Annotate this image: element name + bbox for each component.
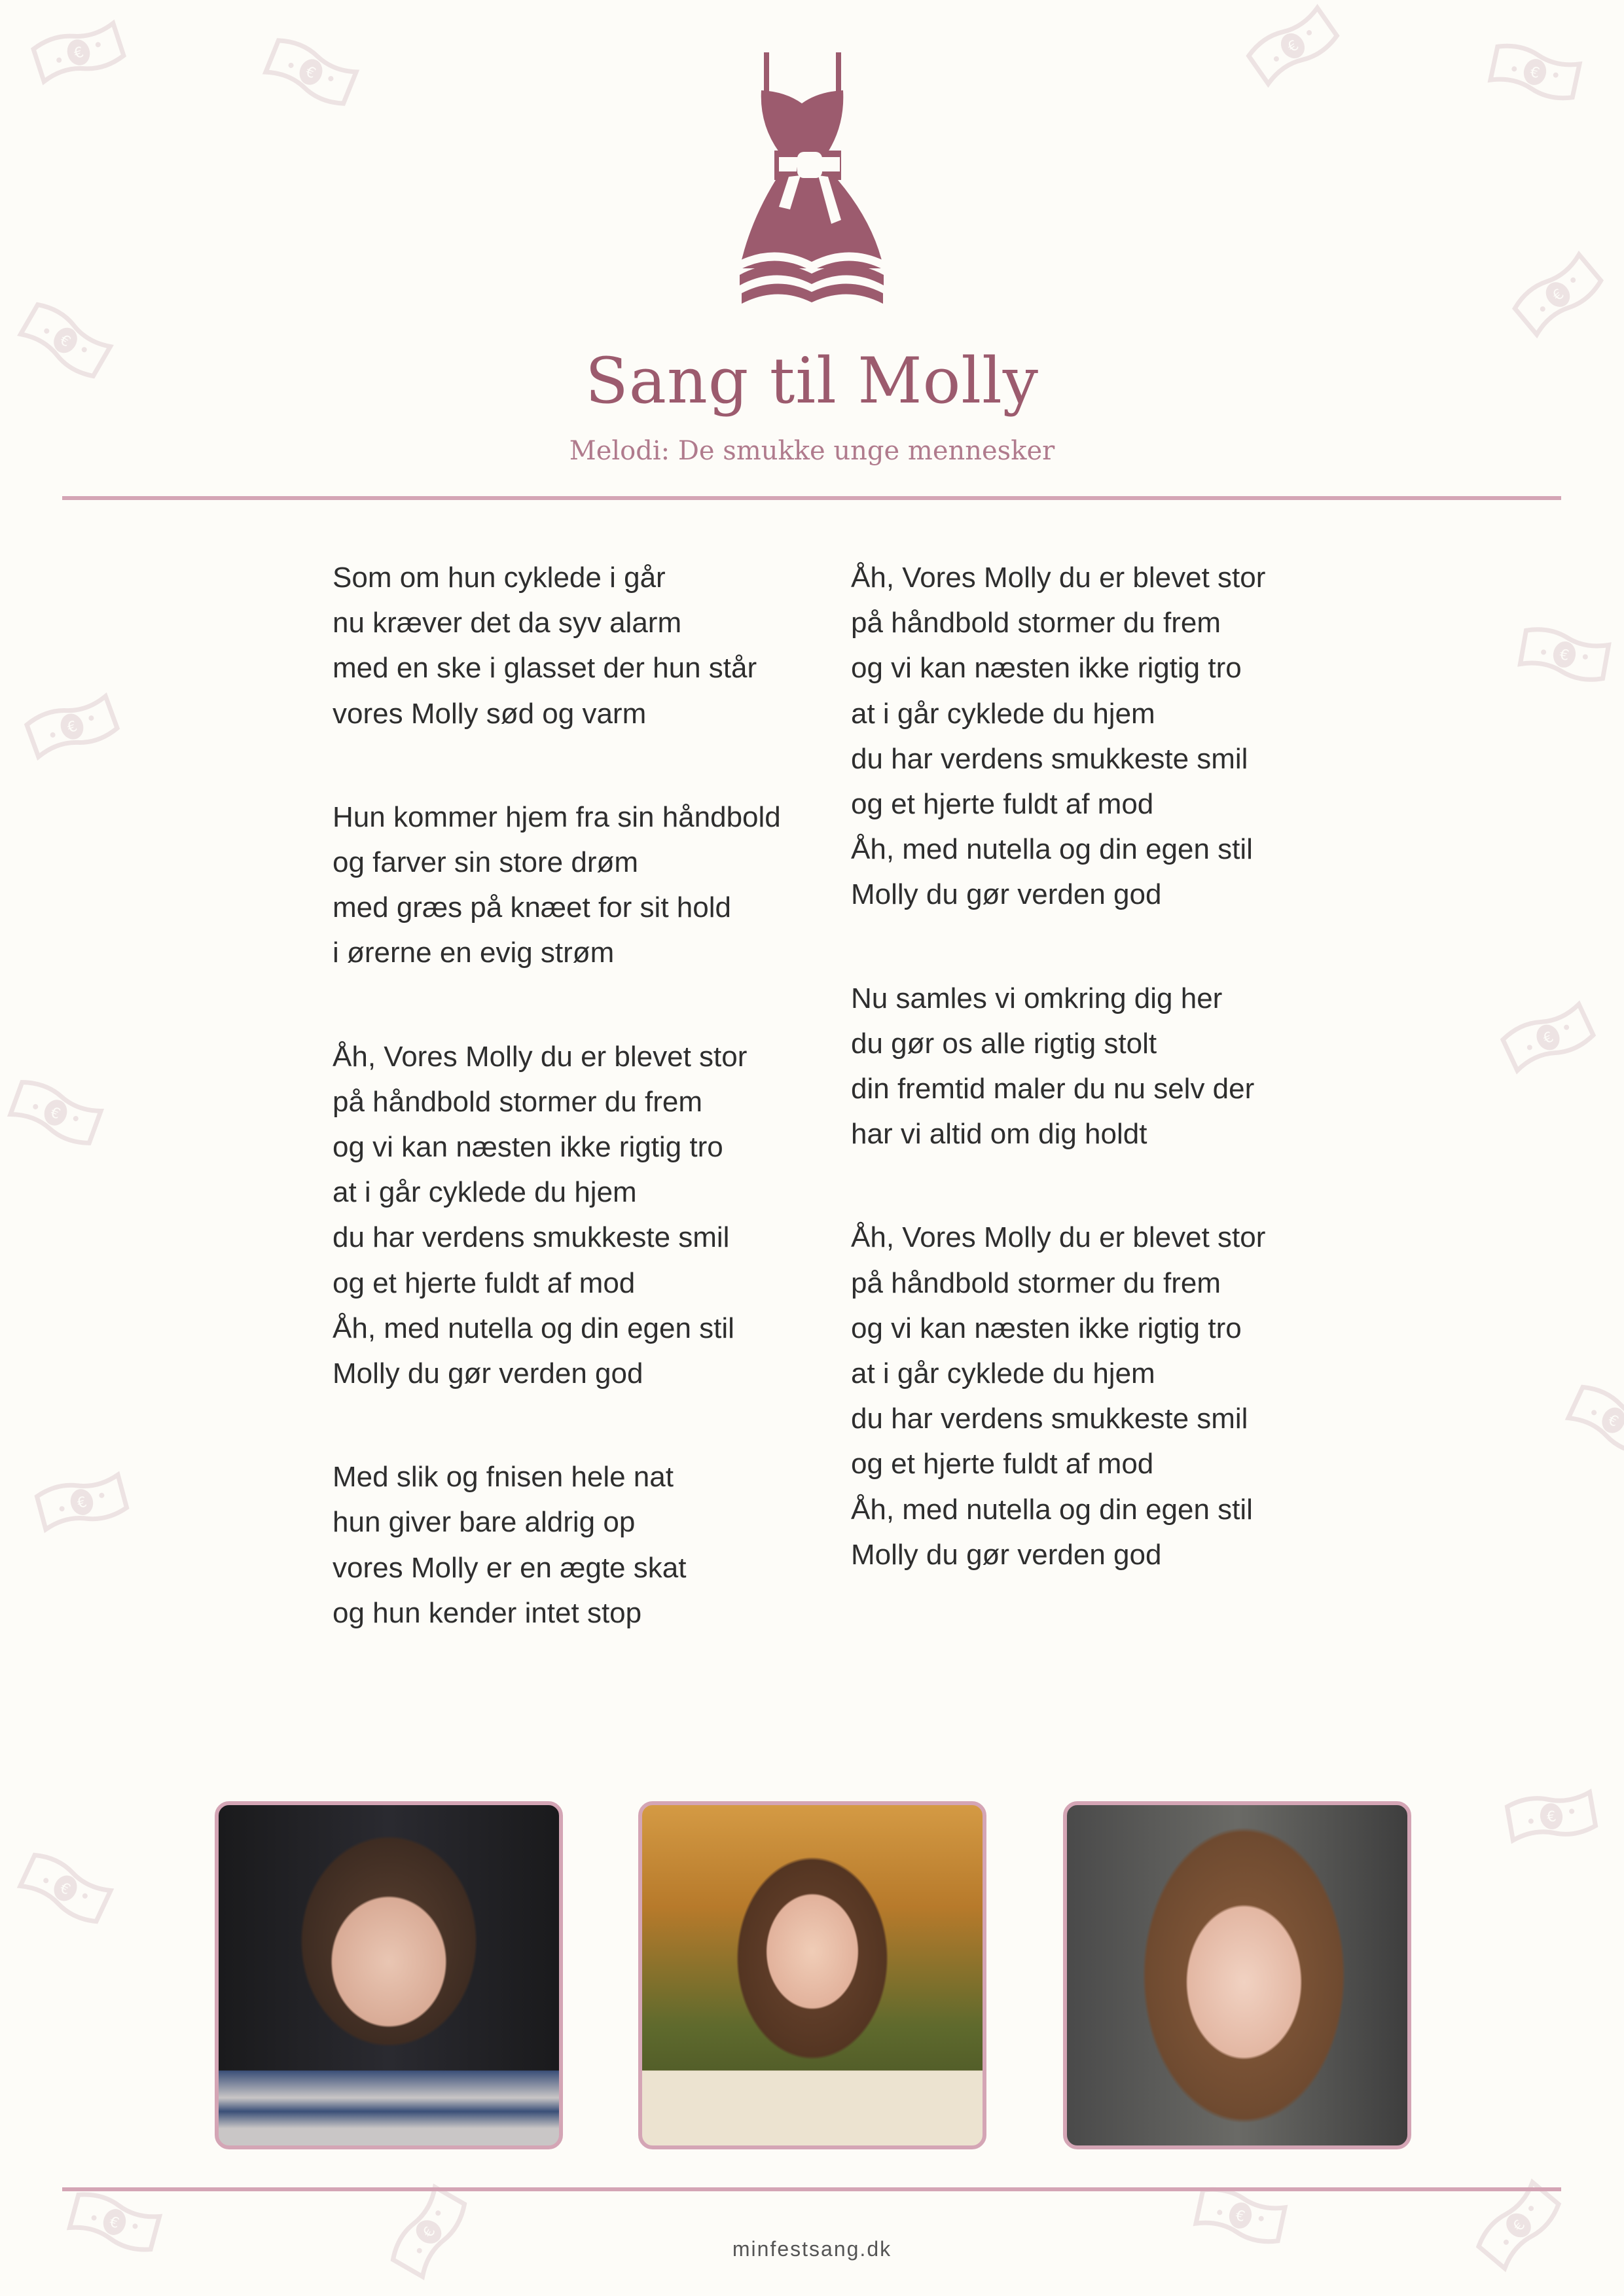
lyric-line: Åh, Vores Molly du er blevet stor <box>851 1221 1266 1254</box>
svg-text:€: € <box>107 2214 121 2233</box>
euro-banknote-icon <box>259 31 363 114</box>
euro-banknote-icon <box>27 13 130 91</box>
verse <box>851 976 1348 1157</box>
svg-text:€: € <box>1510 2217 1529 2235</box>
photo-girl-long-hair-closeup <box>1063 1801 1411 2149</box>
verse <box>333 1034 830 1397</box>
lyric-line: Molly du gør verden god <box>333 1357 643 1390</box>
lyric-line: og et hjerte fuldt af mod <box>851 788 1154 821</box>
svg-text:€: € <box>1541 1029 1557 1048</box>
svg-text:€: € <box>1284 37 1302 56</box>
svg-text:€: € <box>48 1104 63 1123</box>
svg-text:€: € <box>1605 1412 1621 1431</box>
svg-text:€: € <box>1549 286 1568 305</box>
lyric-line: Som om hun cyklede i går <box>333 562 666 594</box>
svg-text:€: € <box>57 1880 73 1899</box>
euro-banknote-icon <box>1496 994 1601 1081</box>
svg-text:€: € <box>1528 63 1542 82</box>
dress-icon <box>723 52 900 308</box>
lyric-line: har vi altid om dig holdt <box>851 1118 1147 1151</box>
euro-banknote-icon <box>20 686 124 766</box>
lyric-line: og vi kan næsten ikke rigtig tro <box>333 1131 723 1164</box>
photo-girl-smiling-autumn <box>638 1801 986 2149</box>
svg-text:€: € <box>420 2224 439 2241</box>
lyric-line: du har verdens smukkeste smil <box>851 742 1248 775</box>
euro-banknote-icon <box>1506 245 1610 344</box>
lyric-line: nu kræver det da syv alarm <box>333 607 682 639</box>
lyric-line: Hun kommer hjem fra sin håndbold <box>333 800 781 833</box>
euro-banknote-icon <box>383 2179 474 2284</box>
photo-girl-hair-bun-face-paint <box>215 1801 563 2149</box>
lyric-line: Molly du gør verden god <box>851 1538 1162 1571</box>
lyric-line: Med slik og fnisen hele nat <box>333 1461 674 1494</box>
lyric-line: at i går cyklede du hjem <box>851 697 1155 730</box>
lyric-line: at i går cyklede du hjem <box>851 1357 1155 1390</box>
euro-banknote-icon <box>1515 620 1614 688</box>
euro-banknote-icon <box>31 1465 133 1539</box>
lyric-line: med græs på knæet for sit hold <box>333 891 731 924</box>
lyric-line: at i går cyklede du hjem <box>333 1176 637 1209</box>
lyric-line: i ørerne en evig strøm <box>333 937 615 969</box>
lyric-line: Åh, med nutella og din egen stil <box>851 1493 1253 1526</box>
svg-text:€: € <box>71 44 86 63</box>
svg-text:€: € <box>56 331 73 351</box>
euro-banknote-icon <box>13 1845 118 1931</box>
svg-text:€: € <box>303 63 318 82</box>
lyric-line: og vi kan næsten ikke rigtig tro <box>851 1312 1242 1344</box>
lyric-line: og et hjerte fuldt af mod <box>851 1448 1154 1480</box>
lyric-line: med en ske i glasset der hun står <box>333 652 757 685</box>
svg-text:€: € <box>65 718 80 737</box>
melody-subtitle: Melodi: De smukke unge mennesker <box>569 436 1055 466</box>
lyric-line: du har verdens smukkeste smil <box>851 1403 1248 1435</box>
page-title: Sang til Molly <box>585 344 1039 418</box>
verse <box>333 1454 830 1636</box>
svg-text:€: € <box>1558 646 1570 665</box>
verse <box>851 555 1348 918</box>
lyric-line: på håndbold stormer du frem <box>851 1266 1221 1299</box>
euro-banknote-icon <box>4 1072 108 1153</box>
euro-banknote-icon <box>1240 0 1346 94</box>
lyric-line: Åh, med nutella og din egen stil <box>851 833 1253 866</box>
lyric-line: og hun kender intet stop <box>333 1596 642 1629</box>
lyric-line: hun giver bare aldrig op <box>333 1506 636 1539</box>
lyric-line: Åh, Vores Molly du er blevet stor <box>333 1040 748 1073</box>
lyric-line: du har verdens smukkeste smil <box>333 1221 730 1254</box>
svg-text:€: € <box>1234 2207 1247 2226</box>
lyrics-right-column <box>851 555 1348 1636</box>
euro-banknote-icon <box>1485 37 1585 107</box>
lyric-line: Nu samles vi omkring dig her <box>851 982 1223 1014</box>
lyric-line: Molly du gør verden god <box>851 878 1162 911</box>
footer-website: minfestsang.dk <box>732 2237 892 2261</box>
verse <box>333 555 830 736</box>
lyric-line: på håndbold stormer du frem <box>851 607 1221 639</box>
lyric-line: og vi kan næsten ikke rigtig tro <box>851 652 1242 685</box>
lyric-line: du gør os alle rigtig stolt <box>851 1027 1157 1060</box>
svg-text:€: € <box>1545 1808 1558 1827</box>
lyric-line: Åh, Vores Molly du er blevet stor <box>851 562 1266 594</box>
top-divider <box>62 496 1561 500</box>
lyric-line: og farver sin store drøm <box>333 846 639 879</box>
svg-text:€: € <box>75 1494 89 1513</box>
bottom-divider <box>62 2187 1561 2191</box>
euro-banknote-icon <box>1561 1377 1624 1463</box>
lyric-line: på håndbold stormer du frem <box>333 1085 702 1118</box>
euro-banknote-icon <box>1502 1782 1601 1850</box>
lyric-line: vores Molly sød og varm <box>333 697 647 730</box>
lyrics-left-column <box>333 555 830 1694</box>
lyric-line: vores Molly er en ægte skat <box>333 1551 687 1584</box>
lyric-line: og et hjerte fuldt af mod <box>333 1266 636 1299</box>
verse <box>333 795 830 976</box>
verse <box>851 1215 1348 1577</box>
lyric-line: din fremtid maler du nu selv der <box>851 1073 1255 1105</box>
lyric-line: Åh, med nutella og din egen stil <box>333 1312 734 1344</box>
